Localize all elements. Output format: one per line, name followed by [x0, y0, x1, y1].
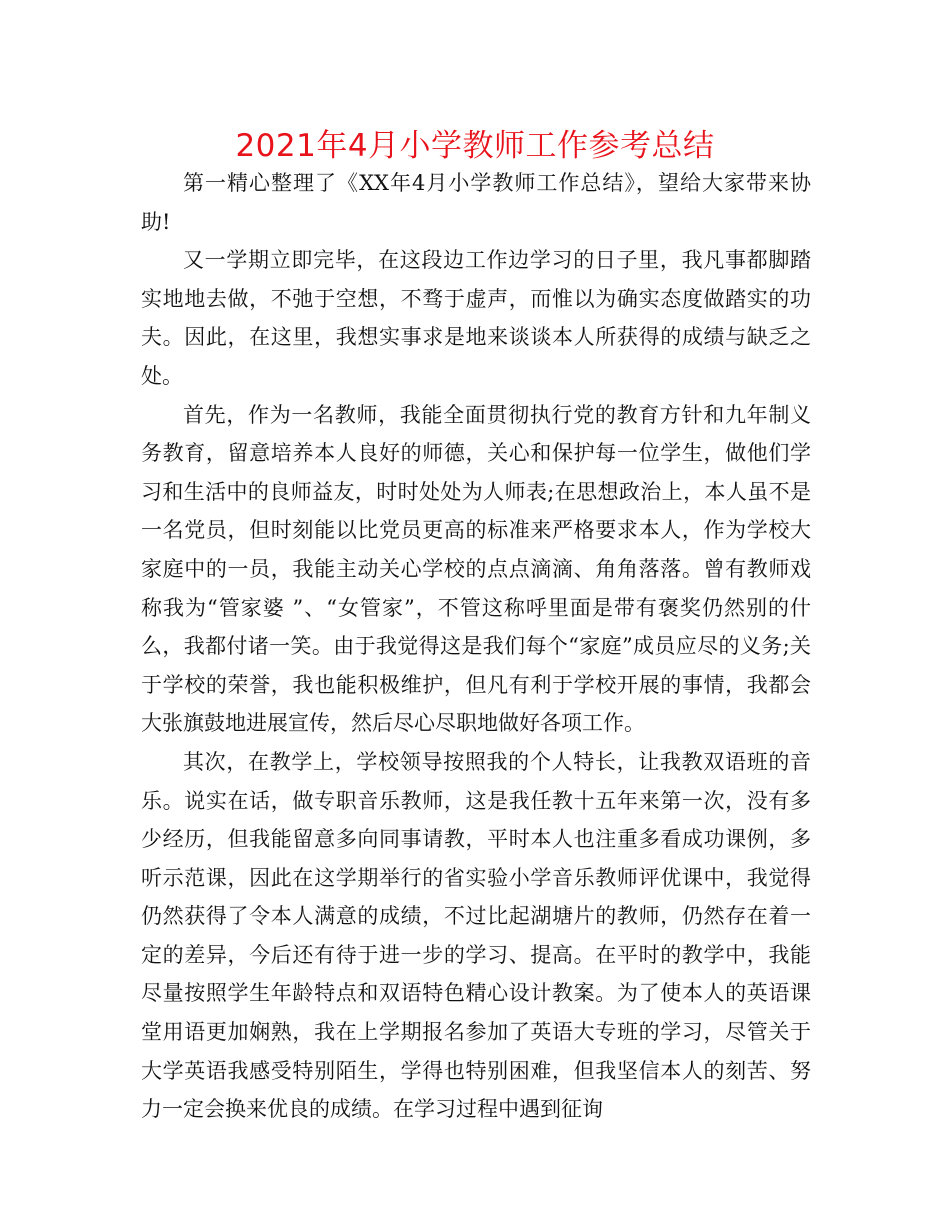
document-body: [141, 164, 811, 1129]
paragraph-teaching: 其次，在教学上，学校领导按照我的个人特长，让我教双语班的音乐。说实在话，做专职音乐教师，这是我任教十五年来第一次，没有多少经历，但我能留意多向同事请教，平时本人也注重多看成功课例，多听示范课，因此在这学期举行的省实验小学音乐教师评优课中，我觉得仍然获得了令本人满意的成绩，不过比起湖塘片的教师，仍然存在着一定的差异，今后还有待于进一步的学习、提高。在平时的教学中，我能尽量按照学生年龄特点和双语特色精心设计教案。为了使本人的英语课堂用语更加娴熟，我在上学期报名参加了英语大专班的学习，尽管关于大学英语我感受特别陌生，学得也特别困难，但我坚信本人的刻苦、努力一定会换来优良的成绩。在学习过程中遇到征询: [141, 749, 811, 1122]
paragraph-moral-conduct: 首先，作为一名教师，我能全面贯彻执行党的教育方针和九年制义务教育，留意培养本人良好的师德，关心和保护每一位学生，做他们学习和生活中的良师益友，时时处处为人师表;在思想政治上，本人虽不是一名党员，但时刻能以比党员更高的标准来严格要求本人，作为学校大家庭中的一员，我能主动关心学校的点点滴滴、角角落落。曾有教师戏称我为“管家婆 ”、“女管家”，不管这称呼里面是带有褒奖仍然别的什么，我都付诸一笑。由于我觉得这是我们每个“家庭”成员应尽的义务;关于学校的荣誉，我也能积极维护，但凡有利于学校开展的事情，我都会大张旗鼓地进展宣传，然后尽心尽职地做好各项工作。: [141, 402, 811, 736]
document-title: 2021年4月小学教师工作参考总结: [235, 128, 715, 164]
paragraph-intro: 第一精心整理了《XX年4月小学教师工作总结》，望给大家带来协助!: [141, 171, 811, 234]
paragraph-summary: 又一学期立即完毕，在这段边工作边学习的日子里，我凡事都脚踏实地地去做，不弛于空想，不骛于虚声，而惟以为确实态度做踏实的功夫。因此，在这里，我想实事求是地来谈谈本人所获得的成绩与缺乏之处。: [141, 248, 811, 388]
